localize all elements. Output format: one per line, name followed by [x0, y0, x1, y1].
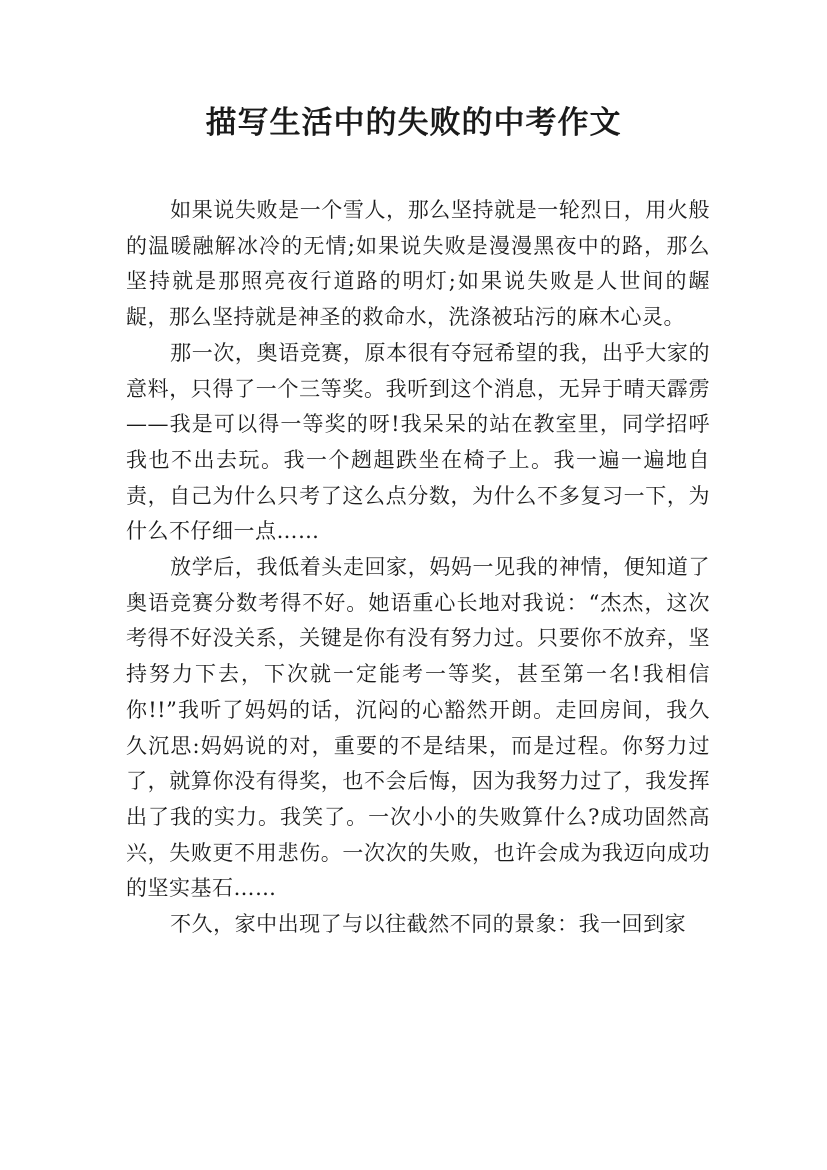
paragraph-1: 如果说失败是一个雪人，那么坚持就是一轮烈日，用火般的温暖融解冰冷的无情;如果说失败是漫漫黑夜中的路，那么坚持就是那照亮夜行道路的明灯;如果说失败是人世间的龌龊，那么坚持就是神圣的救命水，洗涤被玷污的麻木心灵。 — [126, 198, 710, 330]
document-body — [126, 193, 710, 943]
paragraph-4: 不久，家中出现了与以往截然不同的景象：我一回到家 — [170, 912, 687, 937]
paragraph-3: 放学后，我低着头走回家，妈妈一见我的神情，便知道了奥语竞赛分数考得不好。她语重心长地对我说：“杰杰，这次考得不好没关系，关键是你有没有努力过。只要你不放弃，坚持努力下去，下次就一定能考一等奖，甚至第一名!我相信你!!”我听了妈妈的话，沉闷的心豁然开朗。走回房间，我久久沉思:妈妈说的对，重要的不是结果，而是过程。你努力过了，就算你没有得奖，也不会后悔，因为我努力过了，我发挥出了我的实力。我笑了。一次小小的失败算什么?成功固然高兴，失败更不用悲伤。一次次的失败，也许会成为我迈向成功的坚实基石…… — [126, 555, 710, 901]
document-title: 描写生活中的失败的中考作文 — [205, 105, 622, 141]
paragraph-2: 那一次，奥语竞赛，原本很有夺冠希望的我，出乎大家的意料，只得了一个三等奖。我听到这个消息，无异于晴天霹雳——我是可以得一等奖的呀!我呆呆的站在教室里，同学招呼我也不出去玩。我一个趔趄跌坐在椅子上。我一遍一遍地自责，自己为什么只考了这么点分数，为什么不多复习一下，为什么不仔细一点…… — [126, 340, 710, 544]
